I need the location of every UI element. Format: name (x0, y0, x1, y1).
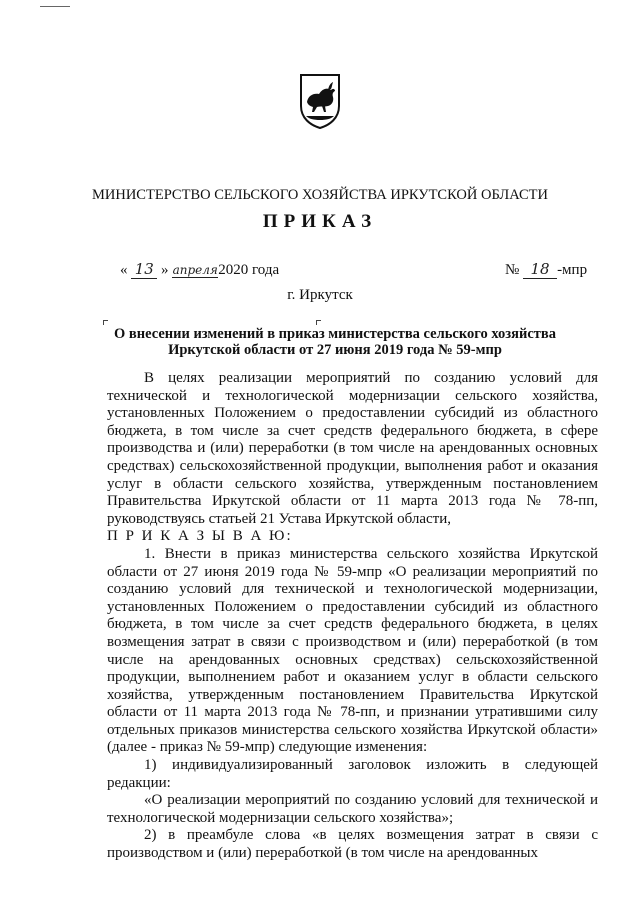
subject-corner-right (316, 320, 321, 325)
preamble-paragraph: В целях реализации мероприятий по созданию условий для технической и технологической модернизации сельского хозяйства, установленных Положением о предоставлении субсидий из областного бюджета, в том числе за счет средств федерального бюджета, в сфере производства и (или) переработки (в том числе на арендованных основных средствах) сельскохозяйственной продукции, выполнения работ и оказания услуг в области сельского хозяйства, утвержденным постановлением Правительства Иркутской области от 11 марта 2013 года № 78-пп, руководствуясь статьей 21 Устава Иркутской области, (107, 370, 598, 527)
order-date (120, 260, 279, 279)
number-prefix: № (505, 262, 520, 278)
subject-line-2: Иркутской области от 27 июня 2019 года № 59-мпр (168, 342, 502, 358)
order-number (505, 260, 587, 279)
subitem-2-paragraph: 2) в преамбуле слова «в целях возмещения затрат в связи с производством и (или) переработкой (в том числе на арендованных (107, 827, 598, 862)
order-keyword: П Р И К А З Ы В А Ю: (107, 528, 293, 545)
date-close-quote: » (161, 262, 169, 278)
date-open-quote: « (120, 262, 128, 278)
subject-line-1: О внесении изменений в приказ министерства сельского хозяйства (114, 326, 556, 342)
subject-corner-left (103, 320, 108, 325)
date-year: 2020 года (218, 262, 280, 278)
city: г. Иркутск (287, 287, 353, 303)
item-1-paragraph: 1. Внести в приказ министерства сельского хозяйства Иркутской области от 27 июня 2019 года № 59-мпр «О реализации мероприятий по созданию условий для технической и технологической модернизации, установленных Положением о предоставлении субсидий из областного бюджета, в том числе за счет средств федерального бюджета, в целях возмещения затрат в связи с производством и (или) переработкой (в том числе на арендованных основных средствах) сельскохозяйственной продукции, выполнением работ и оказанием услуг в области сельского хозяйства, утвержденным постановлением Правительства Иркутской области от 11 марта 2013 года № 78-пп, и признании утратившими силу отдельных приказов министерства сельского хозяйства Иркутской области» (далее - приказ № 59-мпр) следующие изменения: (107, 545, 598, 756)
irkutsk-coat-of-arms-icon (298, 72, 342, 130)
subitem-1-paragraph: 1) индивидуализированный заголовок изложить в следующей редакции: (107, 757, 598, 791)
order-body (107, 370, 598, 863)
new-title-paragraph: «О реализации мероприятий по созданию условий для технической и технологической модернизации сельского хозяйства»; (107, 792, 598, 826)
date-day: 13 (131, 260, 157, 279)
ministry-name: МИНИСТЕРСТВО СЕЛЬСКОГО ХОЗЯЙСТВА ИРКУТСКОЙ ОБЛАСТИ (92, 187, 548, 203)
scan-artifact (40, 6, 70, 7)
order-title: ПРИКАЗ (262, 211, 378, 232)
order-subject (100, 326, 570, 358)
number-suffix: -мпр (557, 262, 588, 278)
date-month: апреля (172, 263, 218, 277)
number-value: 18 (523, 260, 557, 279)
